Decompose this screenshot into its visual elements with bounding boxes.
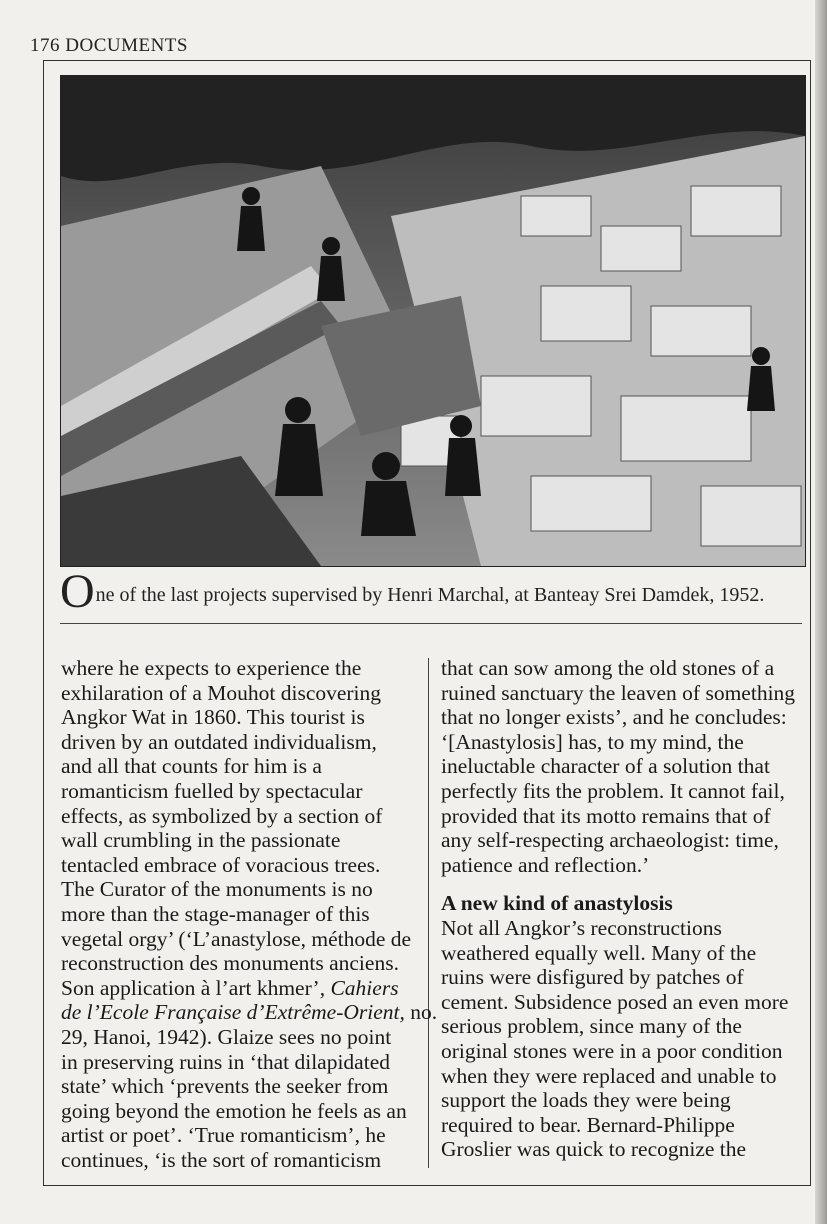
text-line: reconstruction des monuments anciens. <box>61 951 399 976</box>
text-line: that no longer exists’, and he concludes: <box>441 705 787 730</box>
text-line: and all that counts for him is a <box>61 754 322 779</box>
text-line: support the loads they were being <box>441 1088 731 1113</box>
right-column <box>441 656 803 1162</box>
text-line: ruins were disfigured by patches of <box>441 965 744 990</box>
text-line: tentacled embrace of voracious trees. <box>61 852 381 877</box>
text-line: serious problem, since many of the <box>441 1014 742 1039</box>
text-line: 29, Hanoi, 1942). Glaize sees no point <box>61 1024 392 1049</box>
text-line: continues, ‘is the sort of romanticism <box>61 1147 382 1172</box>
text-line: cement. Subsidence posed an even more <box>441 989 789 1014</box>
column-divider <box>428 658 429 1168</box>
archival-photograph <box>60 75 806 567</box>
caption-dropcap: O <box>60 565 95 618</box>
text-line: artist or poet’. ‘True romanticism’, he <box>61 1123 386 1148</box>
journal-title-italic: de l’Ecole Française d’Extrême-Orient, <box>61 1000 405 1025</box>
text-run: Son application à l’art khmer’, <box>61 975 326 1000</box>
text-line <box>61 1000 438 1025</box>
text-line: more than the stage-manager of this <box>61 901 370 926</box>
text-line: when they were replaced and unable to <box>441 1063 777 1088</box>
text-line: wall crumbling in the passionate <box>61 828 341 853</box>
caption-text: ne of the last projects supervised by Henri Marchal, at Banteay Srei Damdek, 1952. <box>95 584 765 606</box>
left-column <box>61 656 438 1172</box>
text-line: Not all Angkor’s reconstructions <box>441 915 722 940</box>
text-line: The Curator of the monuments is no <box>61 877 373 902</box>
running-head: 176 DOCUMENTS <box>30 35 188 56</box>
page-edge-shadow <box>815 0 827 1224</box>
text-line: romanticism fuelled by spectacular <box>61 778 363 803</box>
text-run: no. <box>404 1000 438 1025</box>
text-line: perfectly fits the problem. It cannot fail, <box>441 778 785 803</box>
text-line: Groslier was quick to recognize the <box>441 1137 747 1162</box>
text-line: Angkor Wat in 1860. This tourist is <box>61 705 365 730</box>
text-line: provided that its motto remains that of <box>441 803 771 828</box>
text-line: weathered equally well. Many of the <box>441 940 757 965</box>
text-line: patience and reflection.’ <box>441 852 650 877</box>
journal-title-italic: Cahiers <box>330 975 399 1000</box>
section-subheading: A new kind of anastylosis <box>441 891 673 916</box>
text-line: state’ which ‘prevents the seeker from <box>61 1074 389 1099</box>
text-line: ‘[Anastylosis] has, to my mind, the <box>441 729 744 754</box>
text-line: ineluctable character of a solution that <box>441 754 770 779</box>
caption-rule <box>60 623 802 624</box>
text-line: driven by an outdated individualism, <box>61 729 377 754</box>
photo-illustration <box>61 76 805 566</box>
text-line: vegetal orgy’ (‘L’anastylose, méthode de <box>61 926 412 951</box>
text-line: ruined sanctuary the leaven of something <box>441 680 796 705</box>
text-line: any self-respecting archaeologist: time, <box>441 828 779 853</box>
text-line: required to bear. Bernard-Philippe <box>441 1112 735 1137</box>
text-line: exhilaration of a Mouhot discovering <box>61 680 382 705</box>
text-line: original stones were in a poor condition <box>441 1038 783 1063</box>
text-line: in preserving ruins in ‘that dilapidated <box>61 1049 390 1074</box>
text-line: that can sow among the old stones of a <box>441 656 775 680</box>
figure-caption <box>60 565 805 618</box>
text-line <box>61 976 423 1001</box>
text-line: where he expects to experience the <box>61 656 362 680</box>
text-line: going beyond the emotion he feels as an <box>61 1098 407 1123</box>
text-line: effects, as symbolized by a section of <box>61 803 383 828</box>
